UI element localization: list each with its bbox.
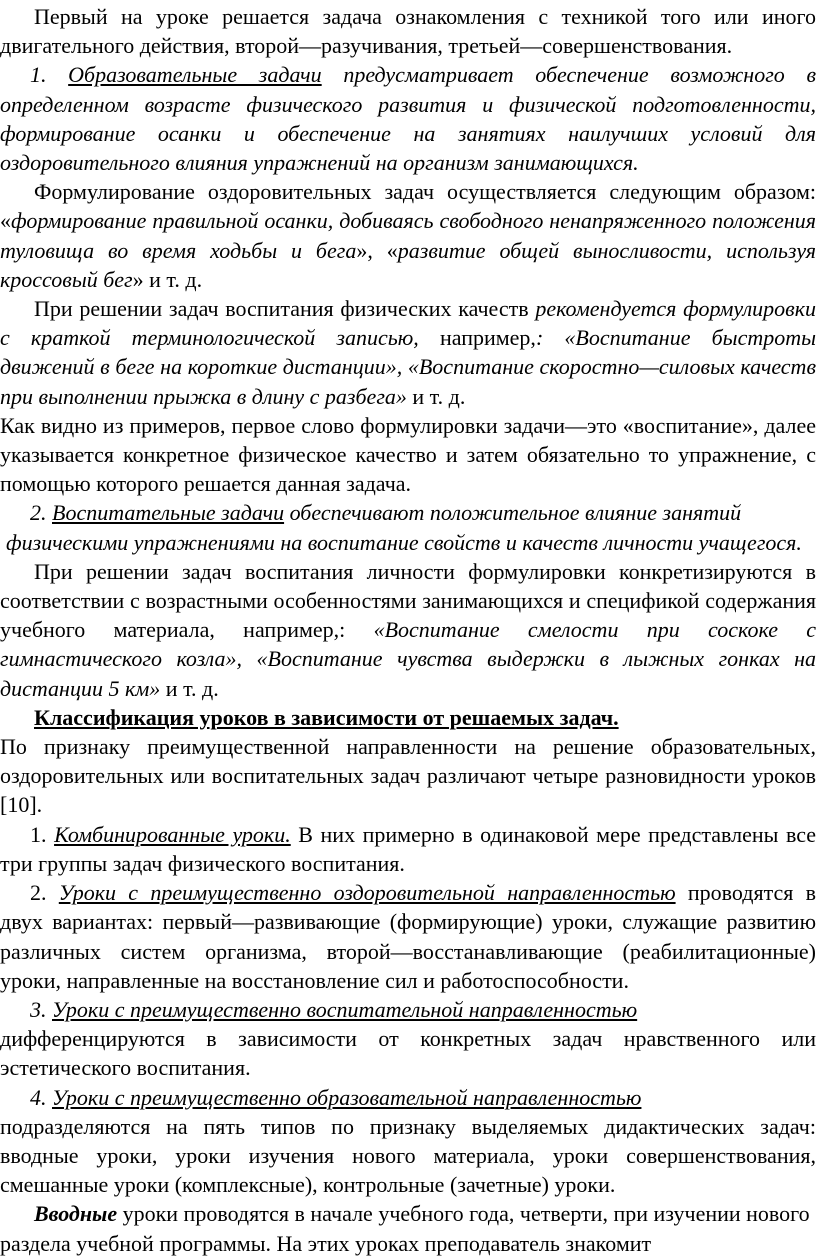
paragraph-examples-note: Как видно из примеров, первое слово формулировки задачи—это «воспитание», далее указывается конкретное физическое качество и затем обязательно то упражнение, с помощью которого решается данная задача.	[0, 412, 816, 497]
section-upbringing-tasks-cont	[0, 528, 816, 557]
paragraph-tail: и т. д.	[165, 675, 219, 701]
examples-text: «Воспитание смелости при соскоке с гимнастического козла», «Воспитание чувства выдержки в лыжных гонках на дистанции 5 км»	[0, 617, 816, 701]
list-item-combined	[0, 820, 816, 878]
paragraph-personality	[0, 557, 816, 703]
section-number: 2.	[30, 500, 47, 526]
list-text: дифференцируются в зависимости от конкретных задач нравственного или эстетического воспитания.	[0, 1026, 816, 1081]
paragraph-mid: например,	[439, 325, 536, 351]
paragraph-lead: При решении задач воспитания личности формулировки конкретизируются в соответствии с возрастными особенностями занимающихся и спецификой содержания учебного материала, например,:	[0, 558, 816, 643]
paragraph-tail: и т. д.	[412, 383, 466, 409]
section-text: обеспечивают положительное влияние занятий	[289, 500, 742, 526]
section-title: Образовательные задачи	[68, 62, 322, 88]
examples-text: «Воспитание быстроты движений в беге на короткие дистанции», «Воспитание скоростно—силовых качеств при выполнении прыжка в длину с разбега»	[0, 325, 816, 409]
example-endurance: развитие общей выносливости, используя кроссовый бег	[0, 237, 816, 292]
list-number: 3.	[30, 996, 47, 1022]
section-title: Воспитательные задачи	[52, 500, 285, 526]
list-title: Уроки с преимущественно воспитательной направленностью	[52, 996, 638, 1022]
list-item-educational-cont	[0, 1112, 816, 1200]
list-item-health	[0, 878, 816, 995]
paragraph-intro: Первый на уроке решается задача ознакомления с техникой того или иного двигательного действия, второй—разучивания, третьей—совершенствования.	[0, 4, 816, 59]
list-item-upbringing-cont	[0, 1024, 816, 1082]
section-text: физическими упражнениями на воспитание свойств и качеств личности учащегося.	[6, 529, 802, 555]
paragraph-health-tasks	[0, 177, 816, 294]
bold-term: Вводные	[34, 1201, 118, 1227]
paragraph-text: уроки проводятся в начале учебного года, четверти, при изучении нового раздела учебной программы. На этих уроках преподаватель знакомит	[0, 1201, 810, 1256]
list-title: Уроки с преимущественно образовательной направленностью	[52, 1084, 642, 1110]
list-number: 1.	[30, 821, 47, 847]
list-title: Комбинированные уроки.	[54, 821, 291, 847]
separator: », «	[356, 237, 398, 263]
paragraph-classification: По признаку преимущественной направленности на решение образовательных, оздоровительных или воспитательных задач различают четыре разновидности уроков [10].	[0, 734, 816, 818]
colon: :	[535, 325, 544, 351]
paragraph-tail: » и т. д.	[132, 266, 203, 292]
list-text: подразделяются на пять типов по признаку выделяемых дидактических задач: вводные уроки, уроки изучения нового материала, уроки совершенствования, смешанные уроки (комплексные), контрольные (зачетные) уроки.	[0, 1113, 816, 1198]
paragraph-intro-lessons	[0, 1199, 816, 1257]
section-heading: Классификация уроков в зависимости от решаемых задач.	[34, 704, 619, 730]
paragraph-lead: При решении задач воспитания физических качеств	[34, 296, 529, 322]
recommendation-text: рекомендуется формулировки с краткой терминологической записью,	[0, 296, 816, 351]
section-upbringing-tasks	[0, 498, 816, 527]
list-item-educational	[0, 1083, 816, 1112]
list-number: 4.	[30, 1084, 47, 1110]
list-title: Уроки с преимущественно оздоровительной направленностью	[58, 880, 676, 906]
section-text: предусматривает обеспечение возможного в определенном возрасте физического развития и физической подготовленности, формирование осанки и обеспечение на занятиях наилучших условий для оздоровительного влияния упражнений на организм занимающихся.	[0, 62, 816, 176]
list-number: 2.	[30, 880, 47, 906]
paragraph-physical-qualities	[0, 294, 816, 411]
list-text: В них примерно в одинаковой мере представлены все три группы задач физического воспитания.	[0, 821, 816, 876]
section-educational-tasks	[0, 60, 816, 177]
paragraph-lead: Формулирование оздоровительных задач осуществляется следующим образом: «	[0, 179, 816, 234]
example-posture: формирование правильной осанки, добиваясь свободного ненапряженного положения туловища во время ходьбы и бега	[0, 208, 816, 263]
list-item-upbringing	[0, 995, 816, 1024]
list-text: проводятся в двух вариантах: первый—развивающие (формирующие) уроки, служащие развитию различных систем организма, второй—восстанавливающие (реабилитационные) уроки, направленные на восстановление сил и работоспособности.	[0, 880, 816, 993]
section-number: 1.	[30, 62, 47, 88]
